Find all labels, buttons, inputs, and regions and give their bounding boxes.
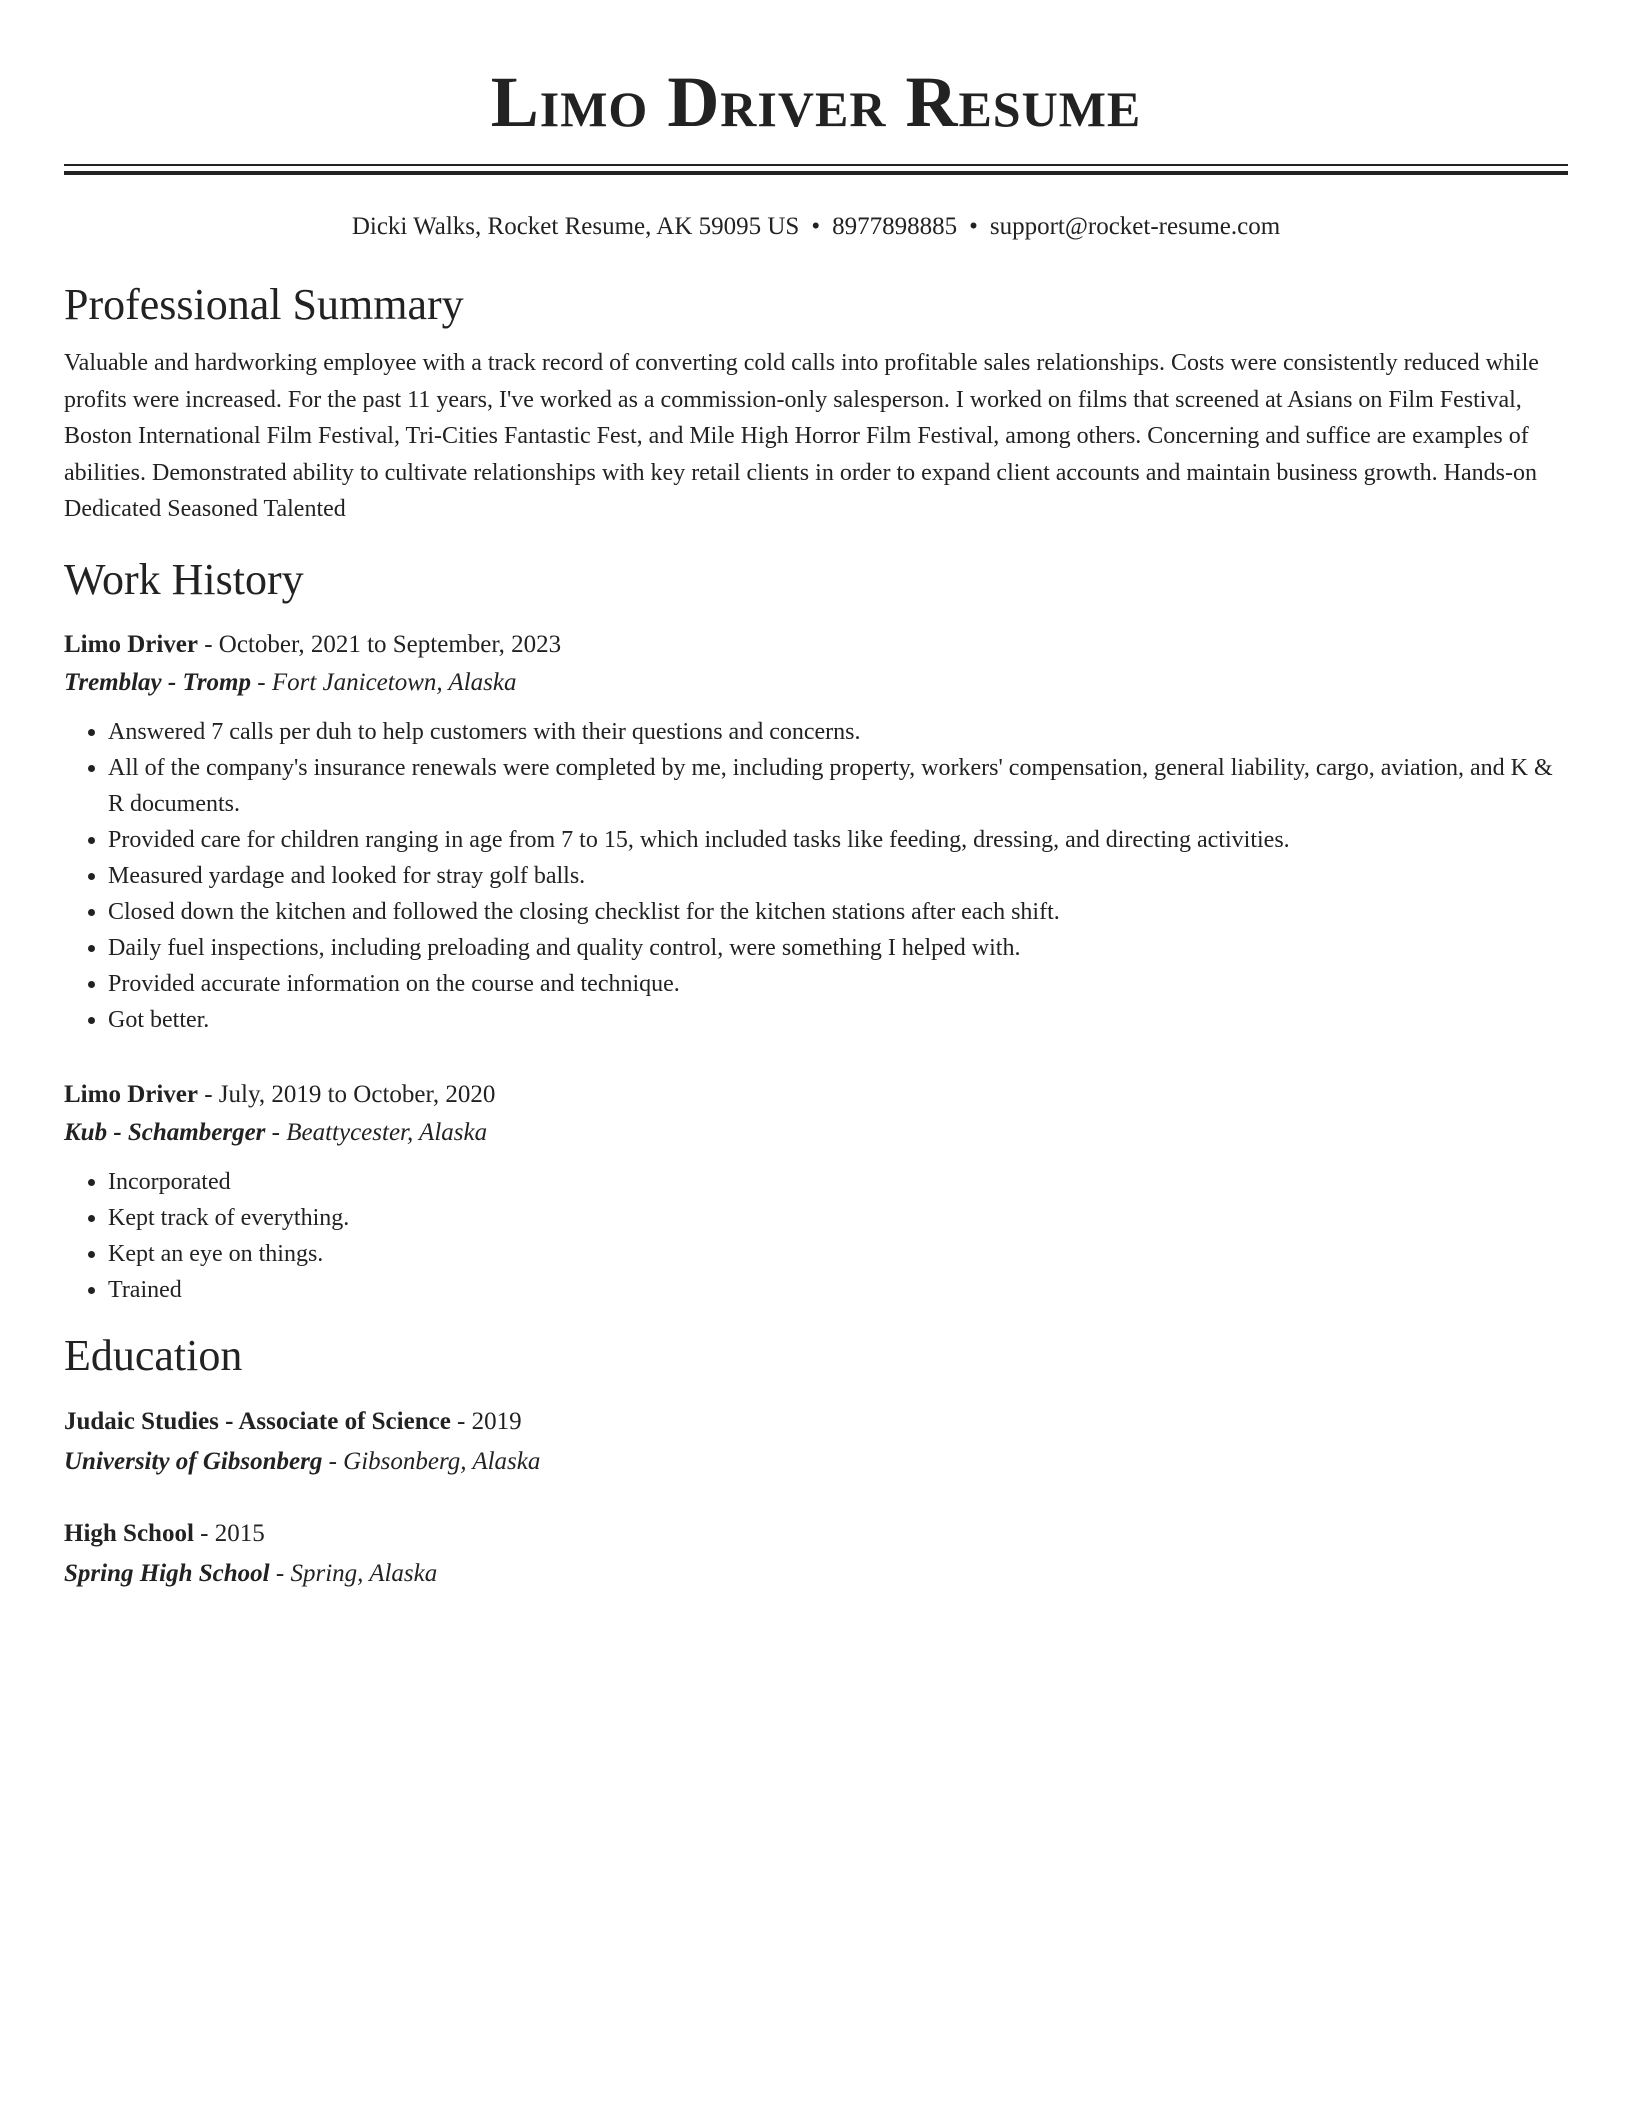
job-company: Kub - Schamberger [64,1118,266,1146]
education-year: - 2015 [193,1519,265,1547]
job-title: Limo Driver [64,1080,198,1108]
job-company-line [64,664,1568,702]
education-degree-line [64,1514,1568,1554]
education-school-line [64,1442,1568,1482]
education-school-line [64,1554,1568,1594]
job-title-line [64,626,1568,664]
job-entry [64,1076,1568,1308]
job-title-line [64,1076,1568,1114]
job-dates: - October, 2021 to September, 2023 [197,630,562,658]
job-bullet: • Closed down the kitchen and followed the closing checklist for the kitchen stations after each shift. [108,894,1568,930]
professional-summary-section [64,279,1568,528]
job-bullet: • Answered 7 calls per duh to help customers with their questions and concerns. [108,714,1568,750]
job-bullet: • Daily fuel inspections, including preloading and quality control, were something I helped with. [108,930,1568,966]
job-bullet: • Incorporated [108,1164,1568,1200]
job-dates: - July, 2019 to October, 2020 [197,1080,496,1108]
job-company-line [64,1114,1568,1152]
job-title: Limo Driver [64,630,198,658]
job-location: - Fort Janicetown, Alaska [251,668,517,696]
job-bullet: • All of the company's insurance renewals were completed by me, including property, workers' compensation, general liability, cargo, aviation, and K & R documents. [108,750,1568,822]
job-bullet: • Provided accurate information on the course and technique. [108,966,1568,1002]
job-bullet: • Provided care for children ranging in age from 7 to 15, which included tasks like feeding, dressing, and directing activities. [108,822,1568,858]
job-bullet: • Kept track of everything. [108,1200,1568,1236]
summary-text: Valuable and hardworking employee with a track record of converting cold calls into profitable sales relationships. Costs were consistently reduced while profits were increased. For the past 11 years, I've worked as a commission-only salesperson. I worked on films that screened at Asians on Film Festival, Boston International Film Festival, Tri-Cities Fantastic Fest, and Mile High Horror Film Festival, among others. Concerning and suffice are examples of abilities. Demonstrated ability to cultivate relationships with key retail clients in order to expand client accounts and maintain business growth. Hands-on Dedicated Seasoned Talented [64,350,1539,522]
job-company: Tremblay - Tromp [64,668,251,696]
work-history-section [64,554,1568,1308]
job-bullet: • Measured yardage and looked for stray golf balls. [108,858,1568,894]
contact-separator: • [811,213,821,240]
education-degree: High School [64,1519,194,1547]
education-school: Spring High School [64,1559,270,1587]
education-entry [64,1402,1568,1482]
contact-line [64,211,1568,243]
title-divider [64,164,1568,175]
job-entry [64,626,1568,1038]
section-heading-summary: Professional Summary [64,280,464,329]
education-location: - Gibsonberg, Alaska [322,1447,541,1475]
education-entry [64,1514,1568,1594]
education-school: University of Gibsonberg [64,1447,323,1475]
job-bullets [64,1164,1568,1308]
education-degree: Judaic Studies - Associate of Science [64,1407,451,1435]
contact-phone: 8977898885 [832,213,958,240]
job-location: - Beattycester, Alaska [265,1118,488,1146]
contact-address: Dicki Walks, Rocket Resume, AK 59095 US [351,213,800,240]
divider-thick-line [64,171,1568,175]
job-bullet: • Kept an eye on things. [108,1236,1568,1272]
job-bullets [64,714,1568,1038]
contact-email: support@rocket-resume.com [989,213,1281,240]
section-heading-education: Education [64,1330,243,1380]
resume-title: Limo Driver Resume [490,62,1142,142]
divider-thin-line [64,164,1568,166]
education-degree-line [64,1402,1568,1442]
education-section [64,1330,1568,1594]
education-year: - 2019 [450,1407,522,1435]
job-bullet: • Trained [108,1272,1568,1308]
section-heading-work: Work History [64,554,304,604]
contact-separator: • [969,213,978,240]
job-bullet: • Got better. [108,1002,1568,1038]
education-location: - Spring, Alaska [269,1559,438,1587]
